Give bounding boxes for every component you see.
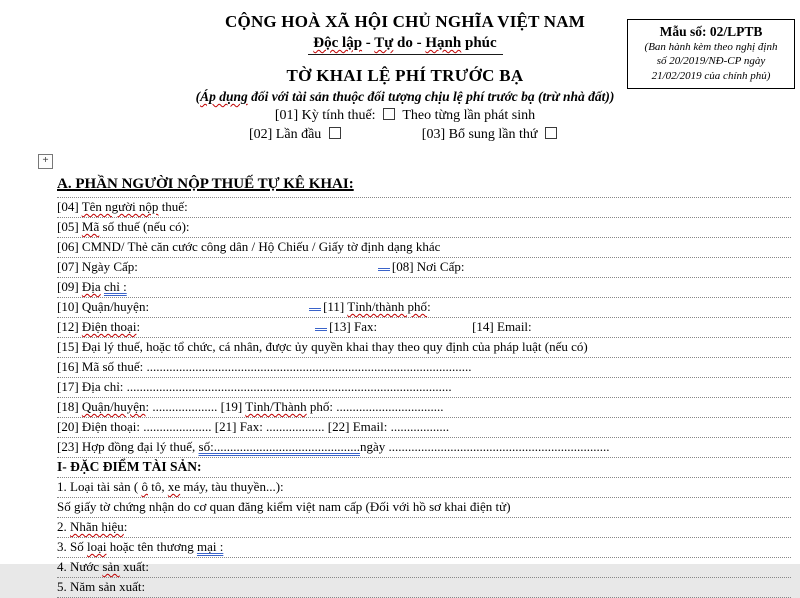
text-segment: Số giấy tờ chứng nhận do cơ quan đăng kiểm việt nam cấp (Đối với hồ sơ khai điện tử) — [57, 499, 511, 514]
text-segment: [08] Nơi Cấp: — [391, 259, 465, 274]
row-15-dai-ly-thue — [57, 338, 791, 358]
spacer — [149, 310, 309, 311]
text-segment: [07] Ngày Cấp: — [57, 259, 138, 274]
text-segment: 4. Nước — [57, 559, 103, 574]
row-10-quan-huyen-11-tinh — [57, 298, 791, 318]
text-segment: ngày .................................................................... — [359, 439, 610, 454]
grammar-check-mark — [315, 324, 327, 331]
text-segment: : .................... [19] — [145, 399, 246, 414]
text-segment: [10] Quận/huyện: — [57, 299, 150, 314]
section-a-heading-text: A. PHẦN NGƯỜI NỘP THUẾ TỰ KÊ KHAI: — [57, 176, 354, 192]
form-table — [57, 172, 791, 598]
row-17-dia-chi — [57, 378, 791, 398]
row-09-dia-chi — [57, 278, 791, 298]
row-4-nuoc-san-xuat — [57, 558, 791, 578]
text-segment: Quận/huyện — [81, 399, 146, 414]
row-section-i-dac-diem-tai-san — [57, 458, 791, 478]
text-segment: Tỉnh/Thành — [245, 399, 307, 414]
text-segment: : — [136, 319, 141, 334]
row-3-so-loai-ten-thuong-mai — [57, 538, 791, 558]
text-segment: Mã — [81, 219, 100, 234]
text-segment: loại — [86, 539, 107, 554]
form-number: Mẫu số: 02/LPTB — [659, 24, 763, 39]
national-motto — [10, 35, 800, 52]
checkbox-lan-dau[interactable] — [329, 127, 341, 139]
text-segment: Tự — [374, 35, 394, 51]
checkbox-theo-tung-lan-phat-sinh[interactable] — [383, 108, 395, 120]
declaration-type-line — [10, 127, 800, 143]
text-segment: tô, — [147, 479, 168, 494]
tax-period-line — [10, 108, 800, 124]
text-segment: ô — [141, 479, 148, 494]
text-segment: mại : — [196, 539, 224, 554]
row-07-ngay-cap-08-noi-cap — [57, 258, 791, 278]
section-a-heading — [57, 172, 791, 198]
text-segment: phúc — [461, 35, 497, 51]
checkbox-bo-sung-lan-thu[interactable] — [545, 127, 557, 139]
text-segment: Tên người nộp — [81, 199, 159, 214]
text-segment: đối với tài sản thuộc đối tượng chịu lệ phí trước bạ (trừ nhà đất)) — [247, 89, 615, 104]
form-decree-line-3: 21/02/2019 của chính phủ) — [651, 69, 771, 82]
document-subtitle — [10, 89, 800, 105]
form-decree-line-1: (Ban hành kèm theo nghị định — [644, 41, 778, 53]
form-decree-line-2: số 20/2019/NĐ-CP ngày — [656, 55, 766, 68]
text-segment: : — [427, 299, 431, 314]
grammar-check-mark — [378, 264, 390, 271]
table-move-handle-icon[interactable]: + — [38, 154, 53, 169]
row-12-dien-thoai-13-fax-14-email — [57, 318, 791, 338]
text-segment: số:............................................. — [198, 439, 360, 454]
text-segment: 5. Năm sản xuất: — [57, 579, 146, 594]
text-segment: [16] Mã số thuế: .................................................................................................... — [57, 359, 472, 374]
text-segment: Địa — [81, 279, 101, 294]
text-segment: 2. — [57, 519, 70, 534]
motto-underline-rule — [308, 54, 503, 55]
text-segment: chỉ : — [103, 279, 127, 294]
tax-period-label: [01] Kỳ tính thuế: — [274, 108, 376, 123]
text-segment: 3. Số — [57, 539, 87, 554]
text-segment: [12] — [57, 319, 82, 334]
text-segment: 1. Loại tài sản ( — [57, 479, 142, 494]
spacer — [138, 270, 378, 271]
first-time-label: [02] Lần đầu — [248, 127, 322, 142]
text-segment: phố: ................................. — [306, 399, 444, 414]
supplement-label: [03] Bổ sung lần thứ — [421, 127, 538, 142]
row-5-nam-san-xuat — [57, 578, 791, 598]
row-20-dien-thoai-21-fax-22-email — [57, 418, 791, 438]
text-segment: - — [362, 35, 375, 51]
row-so-giay-to-chung-nhan — [57, 498, 791, 518]
national-title: CỘNG HOÀ XÃ HỘI CHỦ NGHĨA VIỆT NAM — [225, 12, 585, 31]
text-segment: [15] Đại lý thuế, hoặc tổ chức, cá nhân, được ủy quyền khai thay theo quy định của pháp luật (nếu có) — [57, 339, 588, 354]
row-04-ten-nguoi-nop-thue — [57, 198, 791, 218]
text-segment: do - — [393, 35, 426, 51]
text-segment: ( — [195, 89, 201, 104]
text-segment: Tỉnh/thành phố — [347, 299, 428, 314]
text-segment: [18] — [57, 399, 82, 414]
text-segment: Hạnh — [425, 35, 462, 51]
text-segment: [05] — [57, 219, 82, 234]
text-segment: Điện thoại — [81, 319, 137, 334]
form-table-rows — [57, 198, 791, 598]
text-segment: hoặc tên thương — [106, 539, 197, 554]
document-title: TỜ KHAI LỆ PHÍ TRƯỚC BẠ — [286, 66, 524, 85]
row-2-nhan-hieu — [57, 518, 791, 538]
text-segment: [17] Địa chỉ: .................................................................................................... — [57, 379, 452, 394]
row-18-quan-huyen-19-tinh — [57, 398, 791, 418]
text-segment: sản — [102, 559, 120, 574]
spacer — [377, 330, 472, 331]
row-16-ma-so-thue — [57, 358, 791, 378]
tax-period-option-label: Theo từng lần phát sinh — [402, 108, 536, 123]
text-segment: [09] — [57, 279, 82, 294]
text-segment: [20] Điện thoại: ..................... [21] Fax: .................. [22] Email: .................. — [57, 419, 450, 434]
text-segment: [14] Email: — [472, 319, 532, 334]
text-segment: [11] — [323, 299, 348, 314]
text-segment: xe — [167, 479, 181, 494]
text-segment: Độc lập — [313, 35, 363, 51]
text-segment: [13] Fax: — [329, 319, 378, 334]
text-segment: [04] — [57, 199, 82, 214]
spacer — [140, 330, 315, 331]
row-1-loai-tai-san — [57, 478, 791, 498]
text-segment: : — [123, 519, 128, 534]
text-segment: Áp dụng — [200, 89, 248, 104]
text-segment: [23] Hợp đồng đại lý thuế, — [57, 439, 199, 454]
text-segment: xuất: — [119, 559, 149, 574]
grammar-check-mark — [309, 304, 321, 311]
row-23-hop-dong-dai-ly-thue — [57, 438, 791, 458]
document-header — [10, 12, 800, 143]
row-06-cmnd — [57, 238, 791, 258]
text-segment: Nhãn hiệu — [70, 519, 124, 534]
text-segment: số thuế (nếu có): — [99, 219, 190, 234]
text-segment: máy, tàu thuyền...): — [180, 479, 284, 494]
text-segment: [06] CMND/ Thẻ căn cước công dân / Hộ Chiếu / Giấy tờ định dạng khác — [57, 239, 441, 254]
text-segment: I- ĐẶC ĐIỂM TÀI SẢN: — [57, 459, 202, 474]
text-segment: thuế: — [158, 199, 188, 214]
row-05-ma-so-thue — [57, 218, 791, 238]
